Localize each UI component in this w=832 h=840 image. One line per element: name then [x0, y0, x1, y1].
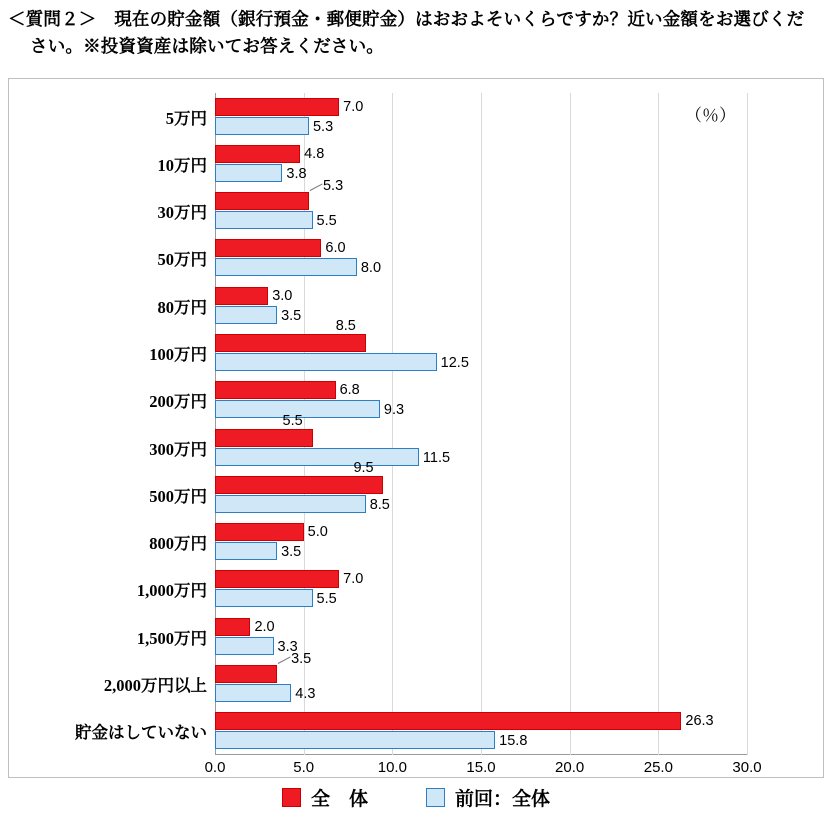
- category-label: 300万円: [149, 439, 207, 459]
- chart-row: [157, 178, 747, 235]
- bar-previous: [215, 684, 291, 702]
- value-label-current: 9.5: [353, 459, 374, 476]
- chart-row: [149, 318, 747, 376]
- value-label-current: 4.8: [304, 145, 325, 162]
- bar-previous: [215, 542, 277, 560]
- chart-row: [136, 566, 747, 613]
- bar-current: [215, 429, 313, 447]
- plot-area: [75, 93, 762, 776]
- gridline: [747, 93, 748, 755]
- category-label: 2,000万円以上: [103, 676, 207, 696]
- value-label-current: 5.0: [307, 524, 328, 541]
- x-axis-tick-label: 20.0: [555, 759, 585, 776]
- bar-current: [215, 618, 250, 636]
- bar-previous: [215, 731, 495, 749]
- value-label-previous: 11.5: [422, 449, 451, 466]
- bar-previous: [215, 589, 313, 607]
- value-label-previous: 3.5: [281, 307, 302, 324]
- x-axis-tick-label: 30.0: [732, 759, 762, 776]
- category-label: 500万円: [149, 486, 207, 506]
- chart-row: [149, 519, 747, 566]
- value-label-previous: 5.5: [316, 591, 337, 608]
- value-label-previous: 12.5: [440, 355, 469, 372]
- x-axis-tick-label: 5.0: [293, 759, 315, 776]
- bar-current: [215, 523, 304, 541]
- value-label-previous: 9.3: [383, 402, 405, 419]
- value-label-current: 6.0: [325, 240, 346, 257]
- value-label-current: 7.0: [343, 571, 364, 588]
- x-axis-tick-label: 15.0: [466, 759, 496, 776]
- x-axis-tick-label: 10.0: [377, 759, 407, 776]
- legend-label-previous: 前回：全体: [455, 789, 551, 810]
- bar-current: [215, 239, 321, 257]
- category-label: 100万円: [149, 345, 207, 365]
- question-line-2: さい。※投資資産は除いてお答えください。: [30, 36, 384, 57]
- question-line-1: ＜質問２＞ 現在の貯金額（銀行預金・郵便貯金）はおおよそいくらですか？近い金額をお選びくだ: [8, 9, 805, 29]
- value-label-current: 2.0: [254, 618, 275, 635]
- bar-current: [215, 98, 339, 116]
- value-label-current: 3.0: [272, 287, 293, 304]
- value-label-previous: 5.3: [312, 118, 334, 135]
- bar-current: [215, 476, 383, 494]
- value-label-current: 8.5: [335, 318, 356, 335]
- bar-current: [215, 334, 366, 352]
- bar-current: [215, 570, 339, 588]
- value-label-current: 5.3: [322, 178, 344, 195]
- category-label: 貯金はしていない: [75, 723, 207, 743]
- chart-row: [149, 412, 747, 471]
- x-axis-tick-label: 25.0: [643, 759, 673, 776]
- legend-item-current: [282, 784, 368, 811]
- value-label-previous: 3.8: [286, 165, 307, 182]
- category-label: 200万円: [149, 392, 207, 412]
- bar-previous: [215, 258, 357, 276]
- bar-current: [215, 287, 268, 305]
- chart-container: [8, 78, 824, 778]
- bar-current: [215, 381, 336, 399]
- value-label-previous: 15.8: [499, 733, 528, 750]
- x-axis-tick-label: 0.0: [204, 759, 226, 776]
- bar-current: [215, 192, 309, 210]
- bar-previous: [215, 164, 282, 182]
- value-label-previous: 5.5: [316, 213, 337, 230]
- value-label-current: 26.3: [685, 713, 714, 730]
- chart-legend: [0, 784, 832, 811]
- value-label-current: 3.5: [291, 651, 312, 668]
- category-label: 1,500万円: [136, 628, 207, 648]
- chart-row: [149, 459, 747, 518]
- category-label: 10万円: [157, 155, 207, 175]
- chart-row: [157, 235, 747, 282]
- category-label: 5万円: [165, 108, 207, 128]
- category-label: 50万円: [157, 250, 207, 270]
- category-label: 1,000万円: [136, 581, 207, 601]
- value-label-previous: 3.5: [281, 544, 302, 561]
- legend-label-current: 全 体: [310, 789, 368, 810]
- value-label-previous: 8.0: [360, 260, 382, 277]
- chart-row: [75, 708, 747, 755]
- percent-unit-label: （％）: [685, 106, 736, 125]
- legend-item-previous: [426, 784, 550, 811]
- bar-previous: [215, 495, 366, 513]
- value-label-current: 7.0: [343, 98, 364, 115]
- chart-row: [157, 282, 747, 329]
- category-label: 800万円: [149, 534, 207, 554]
- bar-previous: [215, 211, 313, 229]
- chart-row: [103, 651, 747, 707]
- bar-previous: [215, 448, 419, 466]
- question-heading: [8, 6, 824, 60]
- bar-previous: [215, 637, 274, 655]
- legend-swatch-previous: [426, 788, 445, 807]
- value-label-current: 5.5: [282, 412, 303, 429]
- chart-row: [157, 140, 747, 187]
- value-label-previous: 3.3: [277, 638, 298, 655]
- bar-previous: [215, 306, 277, 324]
- chart-row: [165, 93, 747, 140]
- value-label-current: 6.8: [339, 382, 360, 399]
- bar-previous: [215, 353, 437, 371]
- legend-swatch-current: [282, 788, 301, 807]
- bar-previous: [215, 117, 309, 135]
- bar-current: [215, 712, 681, 730]
- category-label: 30万円: [157, 203, 207, 223]
- value-label-previous: 8.5: [369, 496, 390, 513]
- category-label: 80万円: [157, 297, 207, 317]
- bar-current: [215, 145, 300, 163]
- bar-current: [215, 665, 277, 683]
- value-label-previous: 4.3: [295, 686, 316, 703]
